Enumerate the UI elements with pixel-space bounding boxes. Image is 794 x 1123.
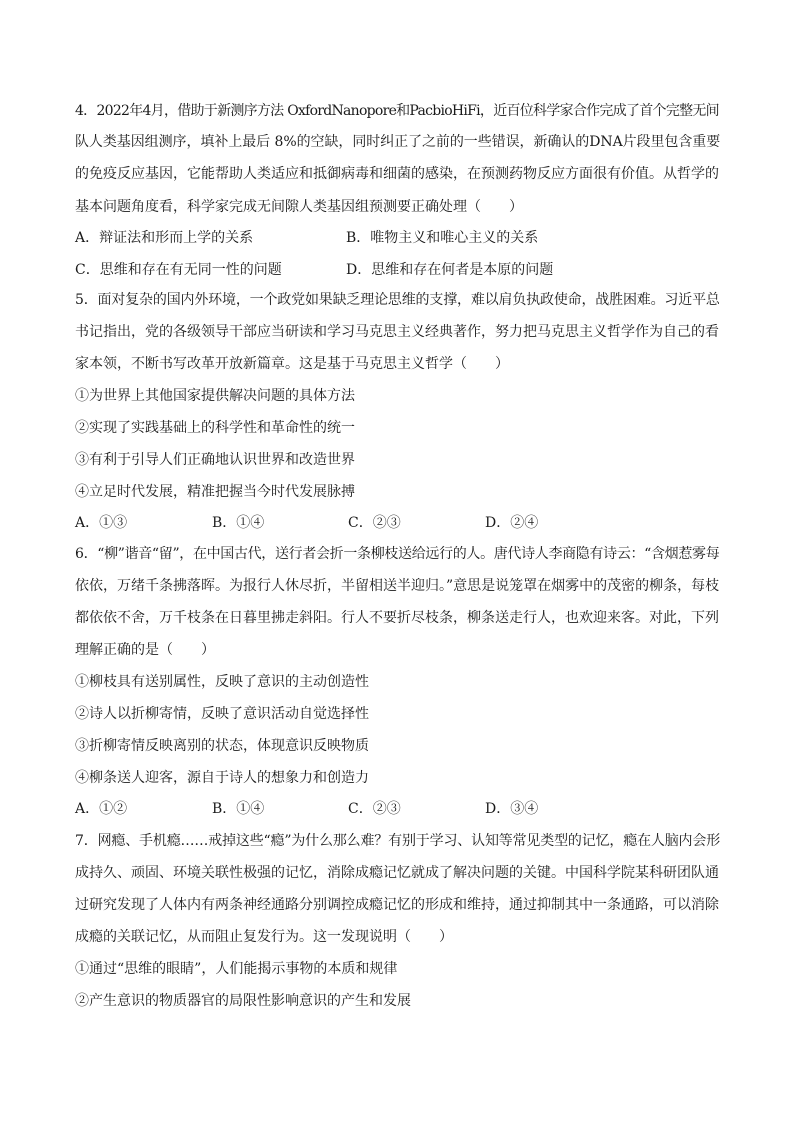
q4-option-b[interactable]: B．唯物主义和唯心主义的关系 — [346, 230, 539, 246]
q5-item: ①为世界上其他国家提供解决问题的具体方法 — [75, 388, 355, 404]
q5-option-a[interactable]: A．①③ — [75, 515, 128, 531]
q4-stem-line: 基本问题角度看，科学家完成无间隙人类基因组预测要正确处理（ ） — [75, 199, 523, 215]
q7-stem-line: 7．网瘾、手机瘾……戒掉这些“瘾”为什么那么难？有别于学习、认知等常见类型的记忆，瘾在人脑内会形 — [75, 833, 721, 849]
q6-item: ③折柳寄情反映离别的状态，体现意识反映物质 — [75, 738, 369, 754]
q7-item: ①通过“思维的眼睛”，人们能揭示事物的本质和规律 — [75, 961, 398, 977]
q4-option-d[interactable]: D．思维和存在何者是本原的问题 — [346, 262, 554, 278]
q7-item: ②产生意识的物质器官的局限性影响意识的产生和发展 — [75, 993, 411, 1009]
q7-stem-line: 成持久、顽固、环境关联性极强的记忆，消除成瘾记忆就成了解决问题的关键。中国科学院某科研团队通 — [75, 865, 719, 881]
q6-option-a[interactable]: A．①② — [75, 801, 128, 817]
q5-option-b[interactable]: B．①④ — [212, 515, 265, 531]
q5-option-d[interactable]: D．②④ — [485, 515, 539, 531]
q6-stem-line: 依依，万绪千条拂落晖。为报行人休尽折，半留相送半迎归。”意思是说笼罩在烟雾中的茂密的柳条，每枝 — [75, 578, 720, 594]
q4-stem-line: 4．2022年4月，借助于新测序方法 OxfordNanopore和PacbioHiFi，近百位科学家合作完成了首个完整无间 — [75, 103, 719, 119]
q5-item: ②实现了实践基础上的科学性和革命性的统一 — [75, 420, 355, 436]
q6-option-d[interactable]: D．③④ — [485, 801, 539, 817]
q4-option-a[interactable]: A．辩证法和形而上学的关系 — [75, 230, 254, 246]
q6-stem-line: 都依依不舍，万千枝条在日暮里拂走斜阳。行人不要折尽枝条，柳条送走行人，也欢迎来客。对此，下列 — [75, 610, 719, 626]
q5-option-c[interactable]: C．②③ — [348, 515, 401, 531]
q6-item: ②诗人以折柳寄情，反映了意识活动自觉选择性 — [75, 706, 369, 722]
q4-option-c[interactable]: C．思维和存在有无同一性的问题 — [75, 262, 282, 278]
q6-stem-line: 理解正确的是（ ） — [75, 642, 215, 658]
q5-stem-line: 书记指出，党的各级领导干部应当研读和学习马克思主义经典著作，努力把马克思主义哲学作为自己的看 — [75, 324, 719, 340]
q5-item: ④立足时代发展，精准把握当今时代发展脉搏 — [75, 484, 355, 500]
q5-item: ③有利于引导人们正确地认识世界和改造世界 — [75, 452, 355, 468]
q7-stem-line: 成瘾的关联记忆，从而阻止复发行为。这一发现说明（ ） — [75, 929, 453, 945]
q5-stem-line: 家本领，不断书写改革开放新篇章。这是基于马克思主义哲学（ ） — [75, 356, 509, 372]
q6-item: ④柳条送人迎客，源自于诗人的想象力和创造力 — [75, 770, 369, 786]
q5-stem-line: 5．面对复杂的国内外环境，一个政党如果缺乏理论思维的支撑，难以肩负执政使命，战胜困难。习近平总 — [75, 292, 720, 308]
q7-stem-line: 过研究发现了人体内有两条神经通路分别调控成瘾记忆的形成和维持，通过抑制其中一条通路，可以消除 — [75, 897, 719, 913]
q6-item: ①柳枝具有送别属性，反映了意识的主动创造性 — [75, 674, 369, 690]
q6-option-c[interactable]: C．②③ — [348, 801, 401, 817]
q6-option-b[interactable]: B．①④ — [212, 801, 265, 817]
q4-stem-line: 的免疫反应基因，它能帮助人类适应和抵御病毒和细菌的感染，在预测药物反应方面很有价值。从哲学的 — [75, 166, 719, 182]
q4-stem-line: 队人类基因组测序，填补上最后 8%的空缺，同时纠正了之前的一些错误，新确认的DNA片段里包含重要 — [75, 134, 721, 150]
q6-stem-line: 6．“柳”谐音“留”，在中国古代，送行者会折一条柳枝送给远行的人。唐代诗人李商隐有诗云：“含烟惹雾每 — [75, 546, 720, 562]
